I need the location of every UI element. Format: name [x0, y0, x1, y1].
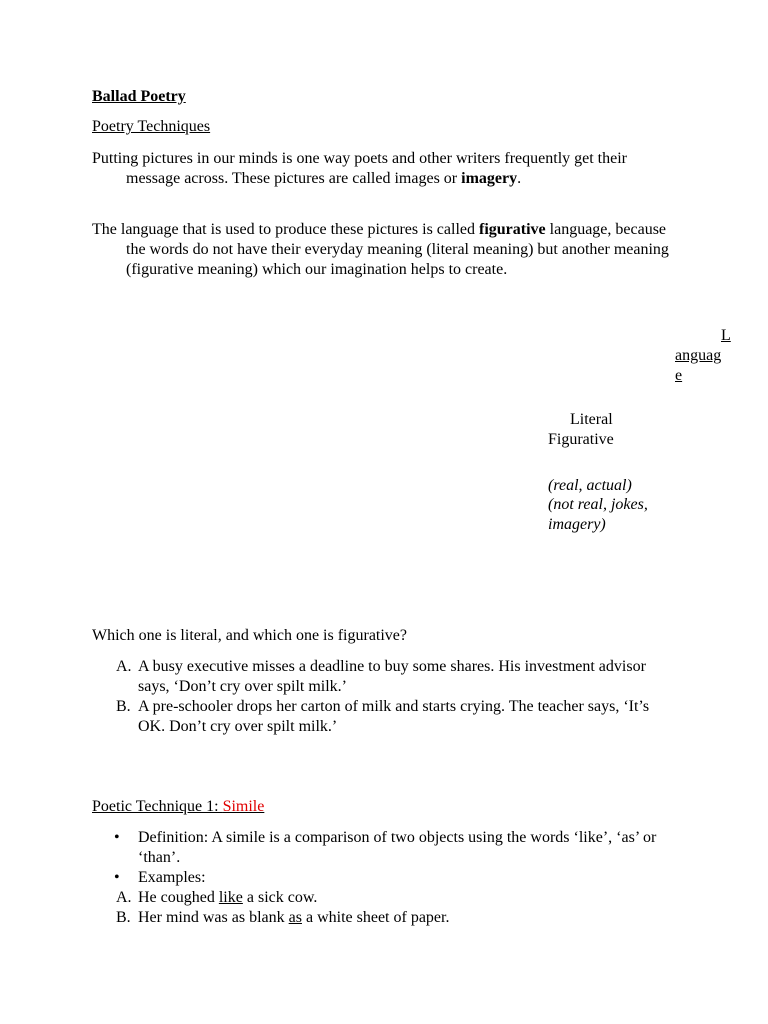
- section-subtitle: Poetry Techniques: [92, 118, 211, 135]
- question-prompt: Which one is literal, and which one is figurative?: [92, 627, 408, 644]
- figurative-text: The language that is used to produce these pictures is called: [92, 221, 479, 238]
- figurative-note-line2: imagery): [548, 516, 606, 533]
- figurative-rest: language, because the words do not have their everyday meaning (literal meaning) but another meaning (figurative meaning) which our imagination helps to create.: [126, 221, 669, 278]
- literal-note: (real, actual): [548, 477, 632, 494]
- list-item: [92, 697, 668, 737]
- imagery-term: imagery: [461, 170, 518, 187]
- list-item: [92, 657, 668, 697]
- figurative-note-line1: (not real, jokes,: [548, 496, 648, 513]
- literal-label: Literal: [570, 411, 613, 428]
- example-marker: B.: [116, 909, 131, 926]
- language-label-line2: anguag: [675, 347, 722, 364]
- figurative-label: Figurative: [548, 431, 614, 448]
- intro-text: Putting pictures in our minds is one way poets and other writers frequently get their message across. These pictures are called images or: [92, 150, 627, 187]
- technique-name: Simile: [222, 798, 265, 815]
- bullet-icon: •: [114, 869, 120, 886]
- example-keyword: as: [288, 909, 302, 926]
- example-after: a white sheet of paper.: [301, 909, 450, 926]
- list-item: [92, 908, 684, 928]
- technique-heading: [92, 797, 264, 817]
- technique-list: [92, 828, 684, 928]
- option-text: A busy executive misses a deadline to buy some shares. His investment advisor says, ‘Don’t cry over spilt milk.’: [138, 658, 646, 695]
- question-options: [92, 657, 668, 737]
- examples-label: Examples:: [138, 869, 206, 886]
- option-marker: B.: [116, 698, 131, 715]
- example-marker: A.: [116, 889, 132, 906]
- intro-end: .: [517, 170, 522, 187]
- list-item: [92, 828, 684, 868]
- language-label-line1: L: [721, 327, 731, 344]
- definition-text: Definition: A simile is a comparison of two objects using the words ‘like’, ‘as’ or ‘than’.: [138, 829, 657, 866]
- list-item: [92, 868, 684, 888]
- example-before: Her mind was as blank: [138, 909, 289, 926]
- figurative-paragraph: [92, 220, 676, 280]
- example-after: a sick cow.: [242, 889, 318, 906]
- language-label-line3: e: [675, 367, 683, 384]
- figurative-term: figurative: [478, 221, 546, 238]
- bullet-icon: •: [114, 829, 120, 846]
- list-item: [92, 888, 684, 908]
- page-title: Ballad Poetry: [92, 88, 186, 105]
- option-text: A pre-schooler drops her carton of milk and starts crying. The teacher says, ‘It’s OK. Don’t cry over spilt milk.’: [138, 698, 650, 735]
- intro-paragraph: [92, 149, 668, 189]
- technique-label: Poetic Technique 1:: [92, 798, 223, 815]
- example-keyword: like: [218, 889, 243, 906]
- example-before: He coughed: [138, 889, 219, 906]
- option-marker: A.: [116, 658, 132, 675]
